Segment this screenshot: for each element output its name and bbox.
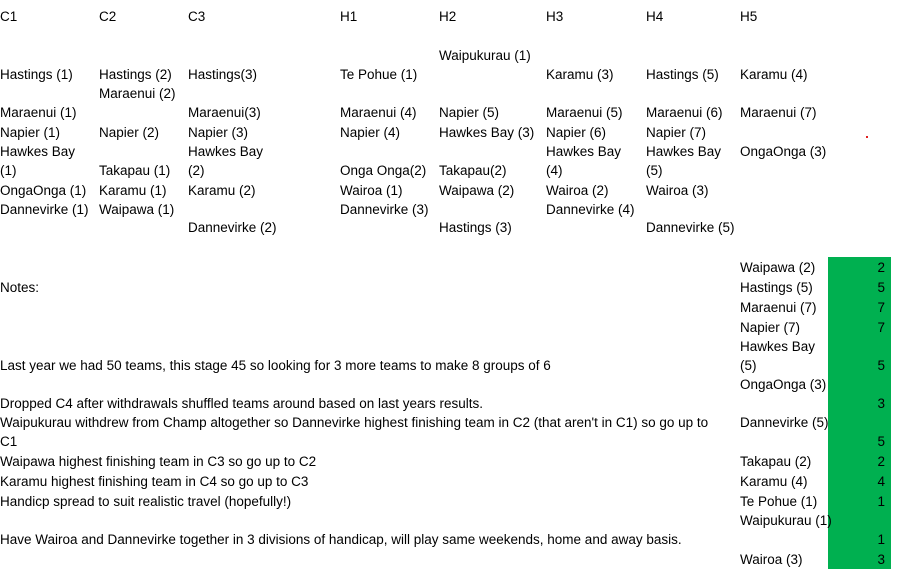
cell-r6-c2[interactable]: Waipawa (1) [99, 202, 175, 217]
cell-r6-h3[interactable]: Dannevirke (4) [546, 202, 635, 217]
cell-r3-h3[interactable]: Napier (6) [546, 125, 607, 140]
cell-r4-c3[interactable]: Hawkes Bay (2) [188, 144, 264, 178]
note-line-4[interactable]: Waipawa highest finishing team in C3 so go up to C2 [0, 454, 317, 469]
red-dot-mark [866, 136, 868, 138]
cell-r5-c2[interactable]: Karamu (1) [99, 183, 167, 198]
header-h2[interactable]: H2 [439, 9, 457, 24]
cell-r2-h5[interactable]: Maraenui (7) [740, 105, 817, 120]
cell-r4-h2[interactable]: Takapau(2) [439, 163, 507, 178]
summary-team-6[interactable]: OngaOnga (3) [740, 377, 827, 392]
summary-value-4[interactable]: 7 [828, 318, 891, 337]
summary-value-5[interactable]: 5 [828, 356, 891, 375]
cell-r2-h4[interactable]: Maraenui (6) [646, 105, 723, 120]
summary-team-8[interactable]: Takapau (2) [740, 454, 812, 469]
cell-r2-c2[interactable]: Maraenui (2) [99, 86, 176, 101]
cell-r5-h4[interactable]: Wairoa (3) [646, 183, 709, 198]
summary-team-11[interactable]: Waipukurau (1) [740, 513, 832, 528]
cell-r4-h4[interactable]: Hawkes Bay (5) [646, 144, 722, 178]
cell-r3-c3[interactable]: Napier (3) [188, 125, 249, 140]
summary-value-2[interactable]: 5 [828, 278, 891, 297]
cell-r1-c2[interactable]: Hastings (2) [99, 67, 172, 82]
cell-r3-c1[interactable]: Napier (1) [0, 125, 61, 140]
cell-r1-h1[interactable]: Te Pohue (1) [340, 67, 418, 82]
summary-value-7[interactable]: 5 [828, 432, 891, 451]
cell-r5-c3[interactable]: Karamu (2) [188, 183, 256, 198]
cell-r2-h1[interactable]: Maraenui (4) [340, 105, 417, 120]
cell-r5-h1[interactable]: Wairoa (1) [340, 183, 403, 198]
cell-r3-h4[interactable]: Napier (7) [646, 125, 707, 140]
cell-r6-h4[interactable]: Dannevirke (5) [646, 220, 735, 235]
cell-r1-c1[interactable]: Hastings (1) [0, 67, 73, 82]
cell-r6-c3[interactable]: Dannevirke (2) [188, 220, 277, 235]
cell-r4-h1[interactable]: Onga Onga(2) [340, 163, 427, 178]
summary-team-7[interactable]: Dannevirke (5) [740, 415, 829, 430]
cell-r3-h2[interactable]: Hawkes Bay (3) [439, 125, 535, 140]
summary-team-4[interactable]: Napier (7) [740, 320, 801, 335]
summary-team-10[interactable]: Te Pohue (1) [740, 494, 818, 509]
note-line-3[interactable]: Waipukurau withdrew from Champ altogether so Dannevirke highest finishing team in C2 (that aren't in C1) so go up to [0, 415, 709, 430]
summary-value-6[interactable]: 3 [828, 394, 891, 413]
cell-r6-h1[interactable]: Dannevirke (3) [340, 202, 429, 217]
note-line-6[interactable]: Handicp spread to suit realistic travel (hopefully!) [0, 494, 292, 509]
cell-r3-c2[interactable]: Napier (2) [99, 125, 160, 140]
summary-team-3[interactable]: Maraenui (7) [740, 300, 817, 315]
cell-r2-c1[interactable]: Maraenui (1) [0, 105, 77, 120]
cell-r3-h1[interactable]: Napier (4) [340, 125, 401, 140]
header-h5[interactable]: H5 [740, 9, 758, 24]
cell-r2-c3[interactable]: Maraenui(3) [188, 105, 261, 120]
note-line-3b[interactable]: C1 [0, 434, 18, 449]
cell-r4-c2[interactable]: Takapau (1) [99, 163, 171, 178]
cell-r2-h2[interactable]: Napier (5) [439, 105, 500, 120]
notes-heading[interactable]: Notes: [0, 280, 40, 295]
cell-r5-h2[interactable]: Waipawa (2) [439, 183, 515, 198]
summary-value-10[interactable]: 1 [828, 492, 891, 511]
summary-team-9[interactable]: Karamu (4) [740, 474, 808, 489]
note-line-5[interactable]: Karamu highest finishing team in C4 so go up to C3 [0, 474, 309, 489]
summary-value-9[interactable]: 4 [828, 472, 891, 491]
note-line-1[interactable]: Last year we had 50 teams, this stage 45 so looking for 3 more teams to make 8 groups of 6 [0, 358, 551, 373]
summary-team-1[interactable]: Waipawa (2) [740, 260, 816, 275]
cell-r1-h5[interactable]: Karamu (4) [740, 67, 808, 82]
summary-value-8[interactable]: 2 [828, 452, 891, 471]
cell-r1-h3[interactable]: Karamu (3) [546, 67, 614, 82]
header-c2[interactable]: C2 [99, 9, 117, 24]
summary-team-2[interactable]: Hastings (5) [740, 280, 813, 295]
summary-value-11[interactable]: 1 [828, 530, 891, 549]
cell-r2-h3[interactable]: Maraenui (5) [546, 105, 623, 120]
header-h1[interactable]: H1 [340, 9, 358, 24]
header-c1[interactable]: C1 [0, 9, 18, 24]
header-c3[interactable]: C3 [188, 9, 206, 24]
header-h4[interactable]: H4 [646, 9, 664, 24]
header-h3[interactable]: H3 [546, 9, 564, 24]
cell-r6-c1[interactable]: Dannevirke (1) [0, 202, 89, 217]
cell-r1-c3[interactable]: Hastings(3) [188, 67, 258, 82]
summary-value-12[interactable]: 3 [828, 550, 891, 569]
cell-r1-h2[interactable]: Waipukurau (1) [439, 48, 531, 63]
cell-r1-h4[interactable]: Hastings (5) [646, 67, 719, 82]
cell-r4-h3[interactable]: Hawkes Bay (4) [546, 144, 622, 178]
summary-value-1[interactable]: 2 [828, 258, 891, 277]
summary-team-5[interactable]: Hawkes Bay (5) [740, 339, 816, 373]
cell-r5-c1[interactable]: OngaOnga (1) [0, 183, 87, 198]
cell-r4-c1[interactable]: Hawkes Bay (1) [0, 144, 76, 178]
cell-r5-h3[interactable]: Wairoa (2) [546, 183, 609, 198]
summary-team-12[interactable]: Wairoa (3) [740, 552, 803, 567]
cell-r6-h2[interactable]: Hastings (3) [439, 220, 512, 235]
cell-r4-h5[interactable]: OngaOnga (3) [740, 144, 827, 159]
note-line-2[interactable]: Dropped C4 after withdrawals shuffled teams around based on last years results. [0, 396, 484, 411]
note-line-7[interactable]: Have Wairoa and Dannevirke together in 3 divisions of handicap, will play same weekends, home and away basis. [0, 532, 682, 547]
summary-value-3[interactable]: 7 [828, 298, 891, 317]
